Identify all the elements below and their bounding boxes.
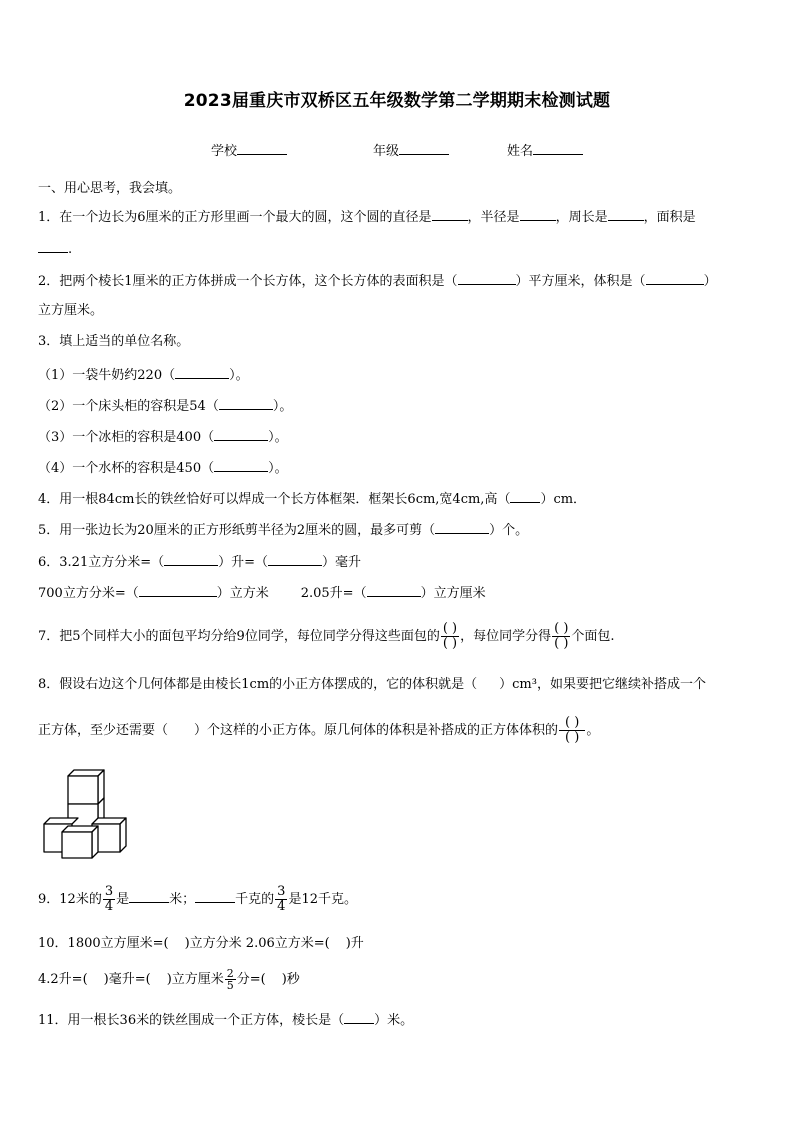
question-2-cont: 立方厘米。 (38, 303, 104, 318)
school-label: 学校 (211, 144, 238, 159)
q3-item-1-close: ）。 (229, 368, 249, 383)
q8-frac-denominator: ( ) (565, 730, 580, 745)
q10-text-f: )立方厘米 (166, 972, 224, 987)
q1-blank-diameter[interactable] (432, 207, 468, 221)
name-label: 姓名 (507, 144, 534, 159)
q11-text-b: ）米。 (374, 1013, 414, 1028)
q9-frac1-denominator: 4 (104, 899, 114, 914)
q10-text-e: )毫升=( (103, 972, 151, 987)
q10-text-d: 4.2升=( (38, 972, 88, 987)
q3-item-3 (38, 427, 288, 447)
q6-text-e: ）立方米 (216, 586, 269, 601)
question-3: 3．填上适当的单位名称。 (38, 334, 190, 349)
q7-frac2-denominator: ( ) (554, 636, 569, 651)
q10-frac-numerator: 2 (226, 967, 234, 980)
q3-item-4 (38, 458, 288, 478)
q3-item-2-blank[interactable] (219, 396, 273, 410)
question-11 (38, 1010, 413, 1030)
q9-text-c: 米； (169, 892, 196, 907)
q3-item-1-text: （1）一袋牛奶约220（ (38, 368, 176, 383)
q3-item-2-close: ）。 (272, 399, 293, 414)
q9-fraction-2 (275, 885, 287, 914)
q2-blank-area[interactable] (458, 271, 516, 285)
q3-item-1 (38, 365, 249, 385)
cube-front-face-1 (68, 776, 98, 804)
q1-blank-perimeter[interactable] (608, 207, 644, 221)
name-field (507, 140, 583, 159)
section-heading: 一、用心思考，我会填。 (38, 181, 182, 196)
q1-blank-radius[interactable] (520, 207, 556, 221)
q6-text-c: ）毫升 (322, 555, 362, 570)
question-6 (38, 552, 361, 572)
q6-text-f: 2.05升=（ (300, 586, 367, 601)
question-7 (38, 622, 615, 651)
q8-text-d: ）个这样的小正方体。原几何体的体积是补搭成的正方体体积的 (194, 723, 559, 738)
page-title: 2023届重庆市双桥区五年级数学第二学期期末检测试题 (183, 91, 611, 111)
question-9 (38, 885, 357, 914)
school-blank[interactable] (237, 141, 287, 155)
cube-top-face-3 (44, 818, 78, 824)
q10-text-h: )秒 (281, 972, 300, 987)
q10-text-g: 分=( (236, 972, 266, 987)
q4-blank[interactable] (510, 489, 540, 503)
question-8-cont (38, 716, 599, 745)
q8-text-a: 8．假设右边这个几何体都是由棱长1cm的小正方体摆成的，它的体积就是（ (38, 677, 478, 692)
cube-stack-figure (40, 768, 132, 860)
cube-side-face-5 (92, 826, 98, 858)
question-2 (38, 271, 717, 291)
q9-blank-kg[interactable] (195, 889, 235, 903)
q6-blank-liters[interactable] (164, 552, 218, 566)
q9-text-a: 9．12米的 (38, 892, 102, 907)
q6-text-g: ）立方厘米 (420, 586, 486, 601)
school-field (211, 140, 287, 159)
q10-text-b: )立方分米 2.06立方米=( (184, 936, 330, 951)
name-blank[interactable] (533, 141, 583, 155)
q3-item-4-text: （4）一个水杯的容积是450（ (38, 461, 215, 476)
q5-blank[interactable] (435, 520, 489, 534)
q10-text-a: 10．1800立方厘米=( (38, 936, 169, 951)
q7-frac1-denominator: ( ) (442, 636, 458, 651)
question-10 (38, 935, 364, 953)
q2-text-c: ） (703, 274, 717, 289)
q1-text-b: ，半径是 (467, 210, 520, 225)
q9-text-d: 千克的 (235, 892, 275, 907)
q7-text-b: ，每位同学分得 (460, 629, 552, 644)
q9-blank-meters[interactable] (129, 889, 169, 903)
question-1 (38, 207, 696, 227)
q7-fraction-2[interactable] (552, 622, 570, 651)
q1-text-d: ，面积是 (643, 210, 696, 225)
q3-item-2 (38, 396, 292, 416)
q6-text-a: 6．3.21立方分米=（ (38, 555, 165, 570)
cube-front-face-5 (62, 832, 92, 858)
question-1-cont (38, 239, 72, 259)
q10-frac-denominator: 5 (226, 979, 234, 992)
q9-text-b: 是 (116, 892, 130, 907)
q9-frac2-numerator: 3 (277, 884, 286, 899)
q9-fraction-1 (103, 885, 115, 914)
q10-text-c: )升 (345, 936, 364, 951)
question-6-cont (38, 583, 486, 603)
question-4 (38, 489, 586, 509)
q3-item-3-blank[interactable] (214, 427, 268, 441)
q9-frac1-numerator: 3 (104, 884, 114, 899)
q1-blank-area[interactable] (38, 239, 68, 253)
question-8 (38, 676, 706, 694)
q10-fraction (225, 968, 236, 991)
q7-fraction-1[interactable] (441, 622, 459, 651)
question-10-cont (38, 966, 300, 994)
q6-text-b: ）升=（ (218, 555, 269, 570)
q3-item-4-close: ）。 (268, 461, 288, 476)
q6-text-d: 700立方分米=（ (38, 586, 139, 601)
q6-blank-cm3[interactable] (367, 583, 421, 597)
q7-text-a: 7．把5个同样大小的面包平均分给9位同学，每位同学分得这些面包的 (38, 629, 440, 644)
q8-text-c: 正方体，至少还需要（ (38, 723, 169, 738)
q4-text-b: ）cm． (540, 492, 587, 507)
q3-item-4-blank[interactable] (214, 458, 268, 472)
q9-text-e: 是12千克。 (288, 892, 357, 907)
q9-frac2-denominator: 4 (277, 899, 286, 914)
q1-text-e: . (68, 242, 73, 257)
grade-label: 年级 (373, 144, 400, 159)
q8-text-b: ）cm³，如果要把它继续补搭成一个 (499, 677, 706, 692)
q8-fraction[interactable] (559, 716, 585, 745)
q3-item-3-close: ）。 (268, 430, 288, 445)
q7-text-c: 个面包. (571, 629, 615, 644)
q2-blank-volume[interactable] (646, 271, 704, 285)
q3-item-2-text: （2）一个床头柜的容积是54（ (38, 399, 219, 414)
q11-text-a: 11．用一根长36米的铁丝围成一个正方体，棱长是（ (38, 1013, 345, 1028)
q2-text-a: 2．把两个棱长1厘米的正方体拼成一个长方体，这个长方体的表面积是（ (38, 274, 458, 289)
q11-blank[interactable] (344, 1010, 374, 1024)
q7-frac2-numerator: ( ) (554, 621, 569, 636)
q6-blank-m3[interactable] (139, 583, 217, 597)
q7-frac1-numerator: ( ) (442, 621, 458, 636)
q2-text-b: ）平方厘米，体积是（ (515, 274, 646, 289)
q5-text-b: ）个。 (489, 523, 529, 538)
q4-text-a: 4．用一根84cm长的铁丝恰好可以焊成一个长方体框架．框架长6cm,宽4cm,高（ (38, 492, 511, 507)
q8-frac-numerator: ( ) (559, 716, 585, 731)
grade-field (373, 140, 449, 159)
q3-item-1-blank[interactable] (175, 365, 229, 379)
q6-blank-ml[interactable] (268, 552, 322, 566)
question-5 (38, 520, 528, 540)
q3-item-3-text: （3）一个冰柜的容积是400（ (38, 430, 215, 445)
q5-text-a: 5．用一张边长为20厘米的正方形纸剪半径为2厘米的圆，最多可剪（ (38, 523, 436, 538)
cube-side-face-4 (120, 818, 126, 852)
grade-blank[interactable] (399, 141, 449, 155)
q1-text-c: ，周长是 (555, 210, 608, 225)
q1-text-a: 1．在一个边长为6厘米的正方形里画一个最大的圆，这个圆的直径是 (38, 210, 432, 225)
q8-text-e: 。 (586, 723, 600, 738)
